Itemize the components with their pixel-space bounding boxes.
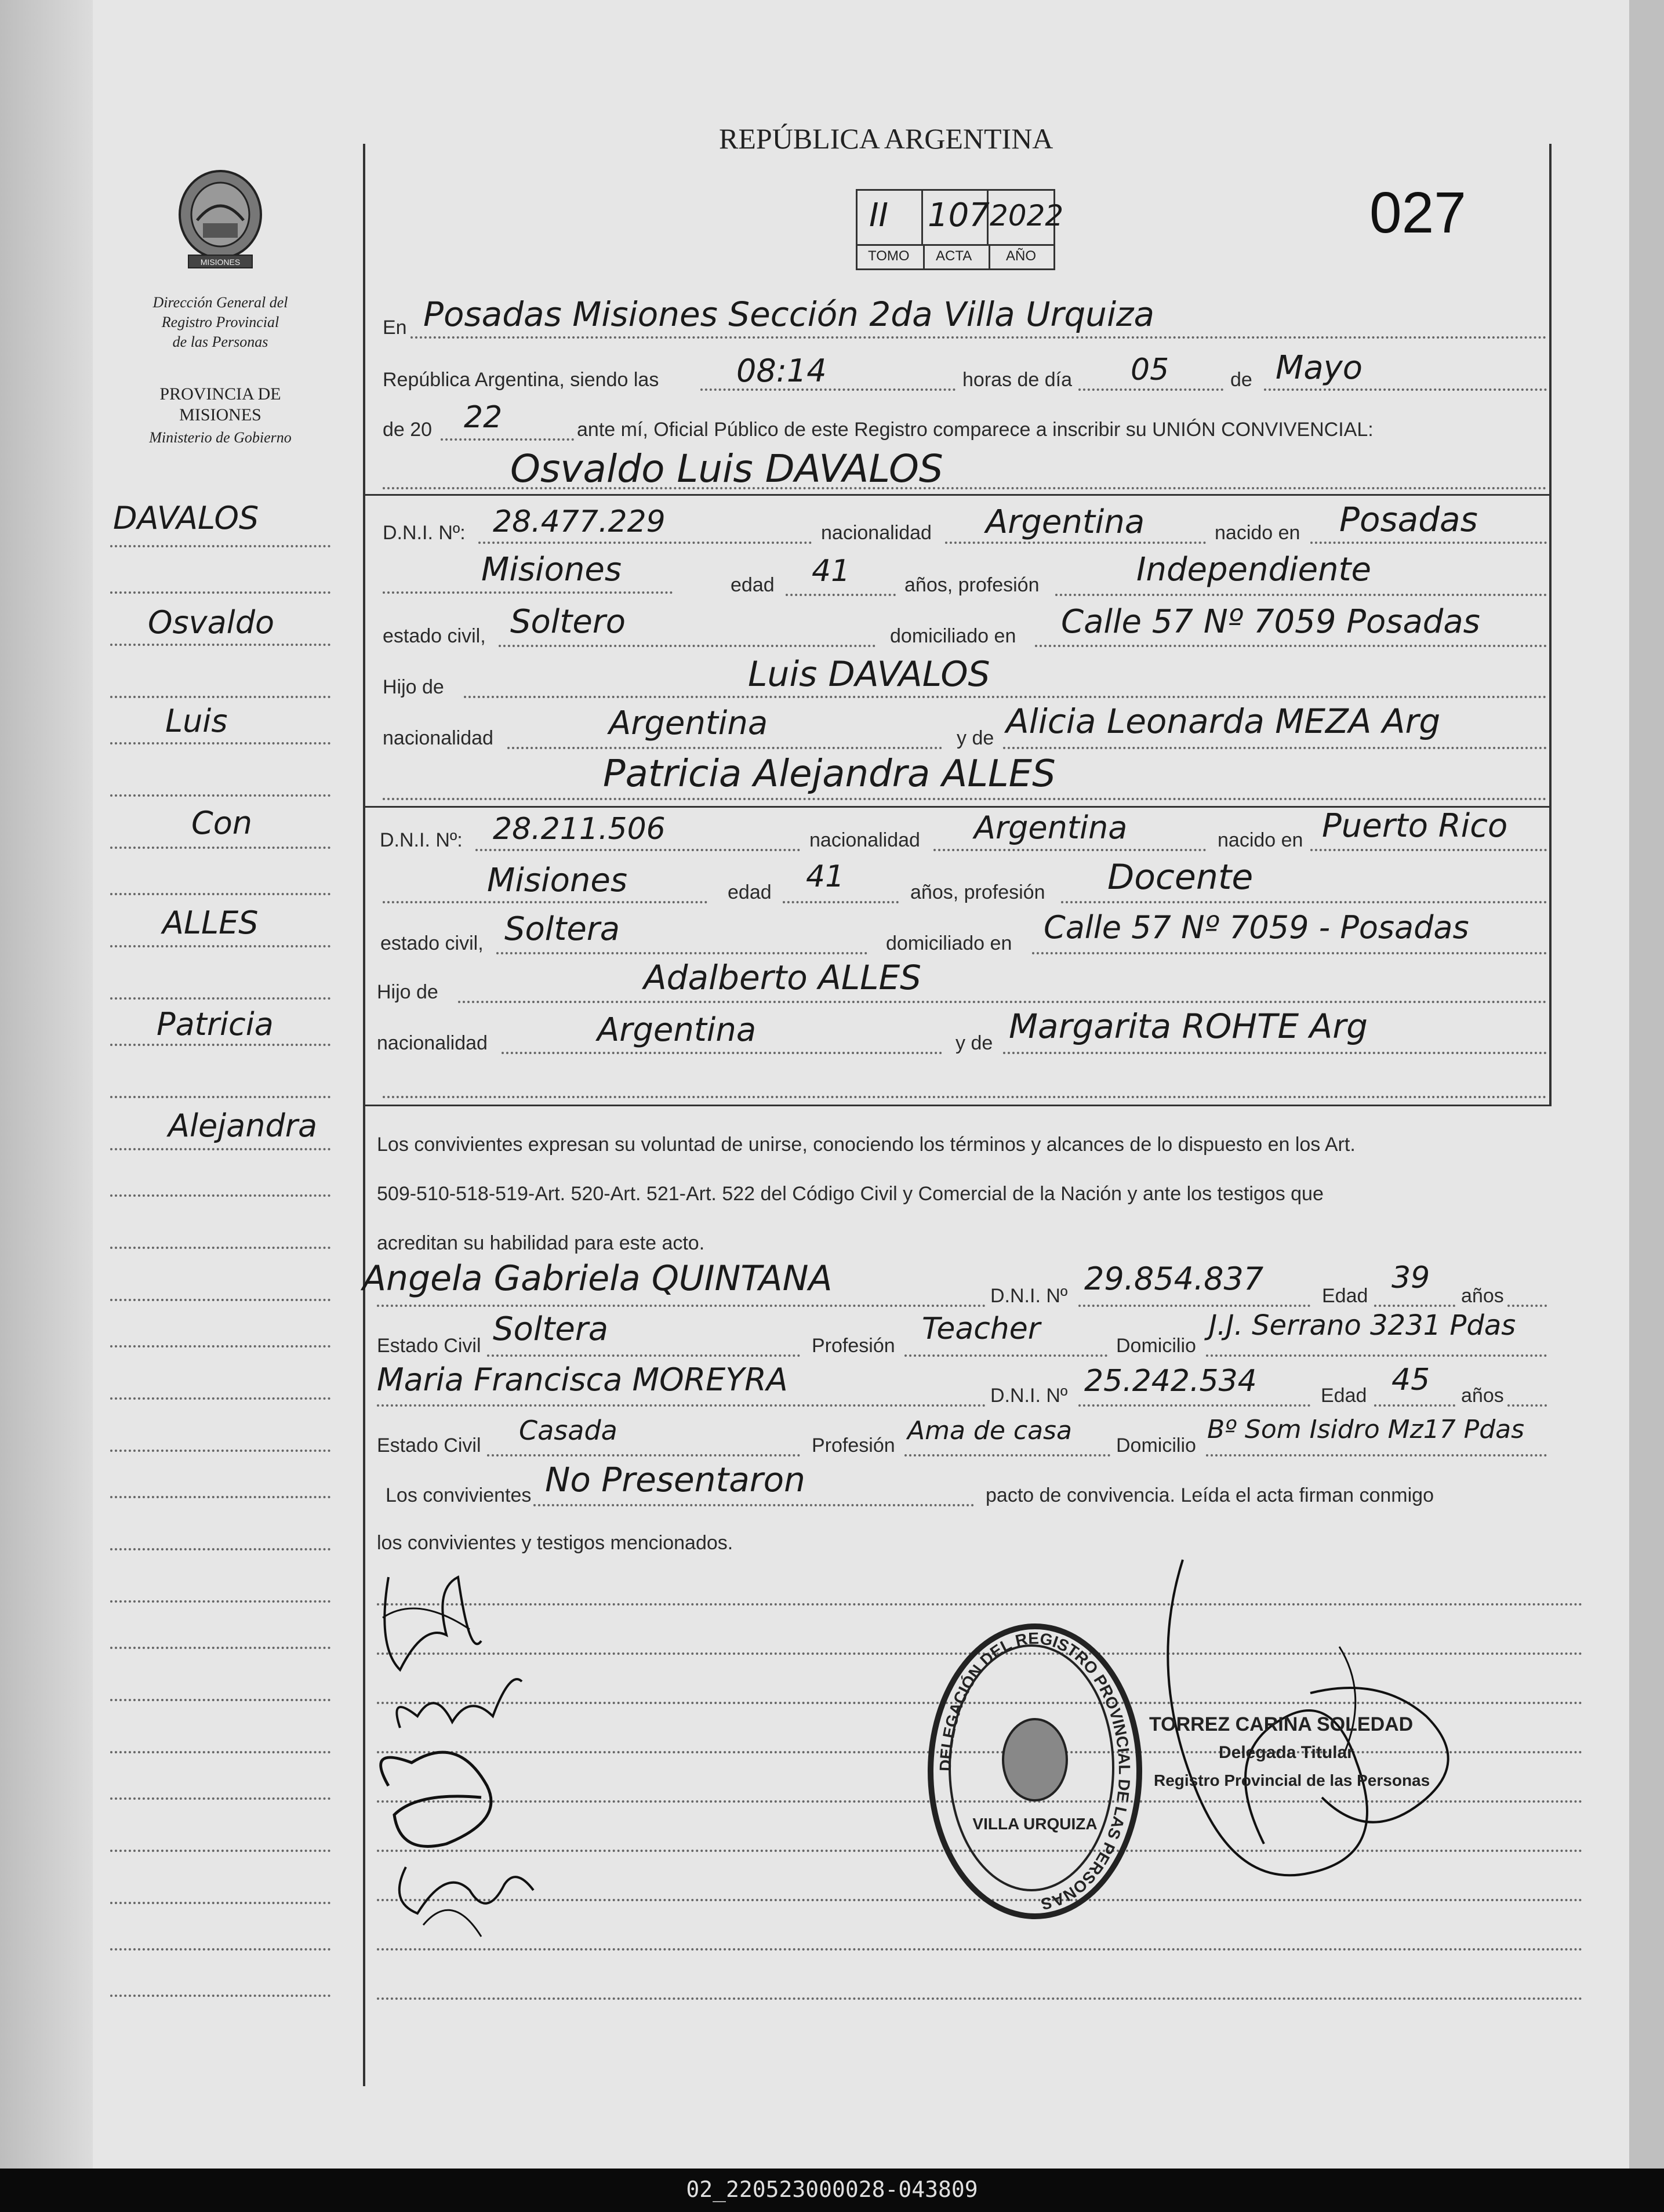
w1-anos-label: años xyxy=(1461,1285,1504,1307)
footer-code: 02_220523000028-043809 xyxy=(686,2177,978,2202)
p1-nacido-label: nacido en xyxy=(1215,522,1300,544)
w2-estado-label: Estado Civil xyxy=(377,1434,481,1456)
w1-estado-label: Estado Civil xyxy=(377,1335,481,1357)
w2-edad-value: 45 xyxy=(1391,1363,1430,1397)
p1-yde-label: y de xyxy=(957,727,994,749)
w1-estado-value: Soltera xyxy=(493,1310,609,1348)
p2-nacido-value: Puerto Rico xyxy=(1322,807,1508,845)
tomo-label: TOMO xyxy=(868,248,910,264)
p1-nacido-value: Posadas xyxy=(1339,500,1478,539)
party-signatures xyxy=(365,1542,655,1960)
p2-edad-value: 41 xyxy=(806,859,845,894)
p1-padre-value: Luis DAVALOS xyxy=(748,654,990,695)
footer-bar xyxy=(0,2169,1664,2212)
w1-domicilio-value: J.J. Serrano 3231 Pdas xyxy=(1209,1309,1516,1342)
p2-nacido-cont: Misiones xyxy=(487,862,627,899)
register-page xyxy=(93,0,1629,2169)
sidebar-name-2: Osvaldo xyxy=(148,604,275,641)
official-title: Delegada Titular xyxy=(1219,1743,1354,1762)
p2-domicilio-label: domiciliado en xyxy=(886,932,1012,954)
p2-fullname: Patricia Alejandra ALLES xyxy=(603,753,1056,796)
emblem-ribbon-text: MISIONES xyxy=(200,257,241,267)
sidebar-name-7: Alejandra xyxy=(168,1107,318,1144)
pact-line-2: los convivientes y testigos mencionados. xyxy=(377,1532,733,1554)
office-line-1: Dirección General del xyxy=(152,294,288,311)
p2-edad-label: edad xyxy=(728,881,772,903)
p2-padre-nacionalidad: Argentina xyxy=(597,1011,757,1049)
p1-dni-value: 28.477.229 xyxy=(493,504,666,539)
pact-suffix: pacto de convivencia. Leída el acta firman conmigo xyxy=(986,1484,1434,1506)
p2-estado-label: estado civil, xyxy=(380,932,484,954)
w1-domicilio-label: Domicilio xyxy=(1116,1335,1196,1357)
office-block xyxy=(128,293,313,352)
stamp-ring-text: DELEGACIÓN DEL REGISTRO PROVINCIAL DE LAS PERSONAS xyxy=(936,1629,1134,1913)
sidebar-name-4: Con xyxy=(191,805,252,841)
p2-hijo-label: Hijo de xyxy=(377,981,438,1003)
year-value: 22 xyxy=(464,400,503,435)
time-value: 08:14 xyxy=(736,353,827,389)
en-label: En xyxy=(383,317,407,339)
ano-label: AÑO xyxy=(1006,248,1037,264)
declaration-line-1: Los convivientes expresan su voluntad de unirse, conociendo los términos y alcances de lo dispuesto en los Art. xyxy=(377,1134,1356,1156)
province-line-1: PROVINCIA DE xyxy=(159,384,281,404)
province-emblem xyxy=(177,168,264,273)
w2-edad-label: Edad xyxy=(1321,1385,1367,1407)
w2-domicilio-label: Domicilio xyxy=(1116,1434,1196,1456)
p1-nacionalidad2-label: nacionalidad xyxy=(383,727,493,749)
office-line-2: Registro Provincial xyxy=(161,314,279,330)
horas-label: horas de día xyxy=(962,369,1073,391)
w2-estado-value: Casada xyxy=(519,1415,617,1446)
p2-padre-value: Adalberto ALLES xyxy=(644,958,921,997)
place-value: Posadas Misiones Sección 2da Villa Urquiza xyxy=(423,295,1155,334)
acta-label: ACTA xyxy=(936,248,972,264)
p2-yde-label: y de xyxy=(955,1032,993,1054)
p1-profesion-label: años, profesión xyxy=(904,574,1040,596)
book-binding-left xyxy=(0,0,93,2169)
p1-estado-value: Soltero xyxy=(510,603,626,641)
declaration-line-3: acreditan su habilidad para este acto. xyxy=(377,1232,705,1254)
p2-domicilio-value: Calle 57 Nº 7059 - Posadas xyxy=(1044,909,1469,946)
w1-dni-label: D.N.I. Nº xyxy=(990,1285,1068,1307)
witness1-name: Angela Gabriela QUINTANA xyxy=(362,1258,833,1299)
republica-label: República Argentina, siendo las xyxy=(383,369,659,391)
sidebar-name-5: ALLES xyxy=(162,905,259,941)
office-line-3: de las Personas xyxy=(172,333,268,350)
province-line-2: MISIONES xyxy=(179,405,261,424)
p1-hijo-label: Hijo de xyxy=(383,676,444,698)
tomo-value: II xyxy=(869,197,889,234)
pact-prefix: Los convivientes xyxy=(386,1484,532,1506)
p1-madre-value: Alicia Leonarda MEZA Arg xyxy=(1006,702,1441,741)
pact-value: No Presentaron xyxy=(545,1460,805,1499)
person1-fullname: Osvaldo Luis DAVALOS xyxy=(510,446,943,491)
official-office: Registro Provincial de las Personas xyxy=(1154,1771,1430,1789)
p1-nacionalidad-value: Argentina xyxy=(986,503,1145,541)
w2-profesion-value: Ama de casa xyxy=(907,1416,1072,1445)
sidebar-name-6: Patricia xyxy=(157,1006,274,1043)
month-value: Mayo xyxy=(1276,349,1363,387)
witness2-name: Maria Francisca MOREYRA xyxy=(377,1361,788,1398)
w1-edad-label: Edad xyxy=(1322,1285,1368,1307)
right-frame-line xyxy=(1549,144,1552,1106)
p2-nacionalidad-value: Argentina xyxy=(974,809,1128,846)
w2-dni-label: D.N.I. Nº xyxy=(990,1385,1068,1407)
p2-madre-value: Margarita ROHTE Arg xyxy=(1009,1007,1368,1046)
ministry-label: Ministerio de Gobierno xyxy=(149,429,292,446)
book-binding-right xyxy=(1629,0,1664,2169)
p1-domicilio-label: domiciliado en xyxy=(890,625,1016,647)
p2-nacionalidad-label: nacionalidad xyxy=(809,829,920,851)
registry-stamp xyxy=(928,1623,1142,1919)
p2-dni-value: 28.211.506 xyxy=(493,812,666,847)
p1-dni-label: D.N.I. Nº: xyxy=(383,522,466,544)
p2-profesion-value: Docente xyxy=(1107,857,1254,898)
p2-nacido-label: nacido en xyxy=(1218,829,1303,851)
ano-value: 2022 xyxy=(990,199,1064,233)
w2-profesion-label: Profesión xyxy=(812,1434,895,1456)
official-name: TORREZ CARINA SOLEDAD xyxy=(1149,1713,1414,1735)
p1-profesion-value: Independiente xyxy=(1136,551,1371,589)
intro-sentence: ante mí, Oficial Público de este Registro comparece a inscribir su UNIÓN CONVIVENCIAL: xyxy=(577,419,1374,441)
sidebar-name-1: DAVALOS xyxy=(113,500,259,536)
de-label: de xyxy=(1230,369,1252,391)
w1-edad-value: 39 xyxy=(1391,1261,1430,1295)
p2-estado-value: Soltera xyxy=(504,910,620,948)
w2-anos-label: años xyxy=(1461,1385,1504,1407)
shield-emblem-icon xyxy=(177,168,264,273)
record-reference-box xyxy=(856,189,1064,270)
stamp-center-text: VILLA URQUIZA xyxy=(972,1815,1098,1833)
p2-nacionalidad2-label: nacionalidad xyxy=(377,1032,488,1054)
day-value: 05 xyxy=(1131,353,1169,387)
record-number: 027 xyxy=(1369,180,1466,245)
w1-profesion-label: Profesión xyxy=(812,1335,895,1357)
p2-profesion-label: años, profesión xyxy=(910,881,1045,903)
w1-profesion-value: Teacher xyxy=(922,1312,1041,1346)
w1-dni-value: 29.854.837 xyxy=(1084,1261,1264,1297)
year-label: de 20 xyxy=(383,419,433,441)
p1-estado-label: estado civil, xyxy=(383,625,486,647)
p1-edad-label: edad xyxy=(731,574,775,596)
province-block xyxy=(128,384,313,426)
w2-dni-value: 25.242.534 xyxy=(1084,1364,1257,1399)
p1-nacido-cont: Misiones xyxy=(481,551,622,589)
country-title: REPÚBLICA ARGENTINA xyxy=(719,122,1053,155)
section-divider-1 xyxy=(363,494,1552,496)
p1-padre-nacionalidad: Argentina xyxy=(609,704,768,742)
w2-domicilio-value: Bº Som Isidro Mz17 Pdas xyxy=(1207,1415,1525,1444)
section-divider-3 xyxy=(363,1105,1552,1106)
sidebar-name-3: Luis xyxy=(165,703,228,739)
p1-edad-value: 41 xyxy=(812,554,851,589)
acta-value: 107 xyxy=(928,197,990,234)
p2-dni-label: D.N.I. Nº: xyxy=(380,829,463,851)
p1-nacionalidad-label: nacionalidad xyxy=(821,522,932,544)
declaration-line-2: 509-510-518-519-Art. 520-Art. 521-Art. 522 del Código Civil y Comercial de la Nación y ante los testigos que xyxy=(377,1183,1324,1205)
p1-domicilio-value: Calle 57 Nº 7059 Posadas xyxy=(1061,603,1480,641)
